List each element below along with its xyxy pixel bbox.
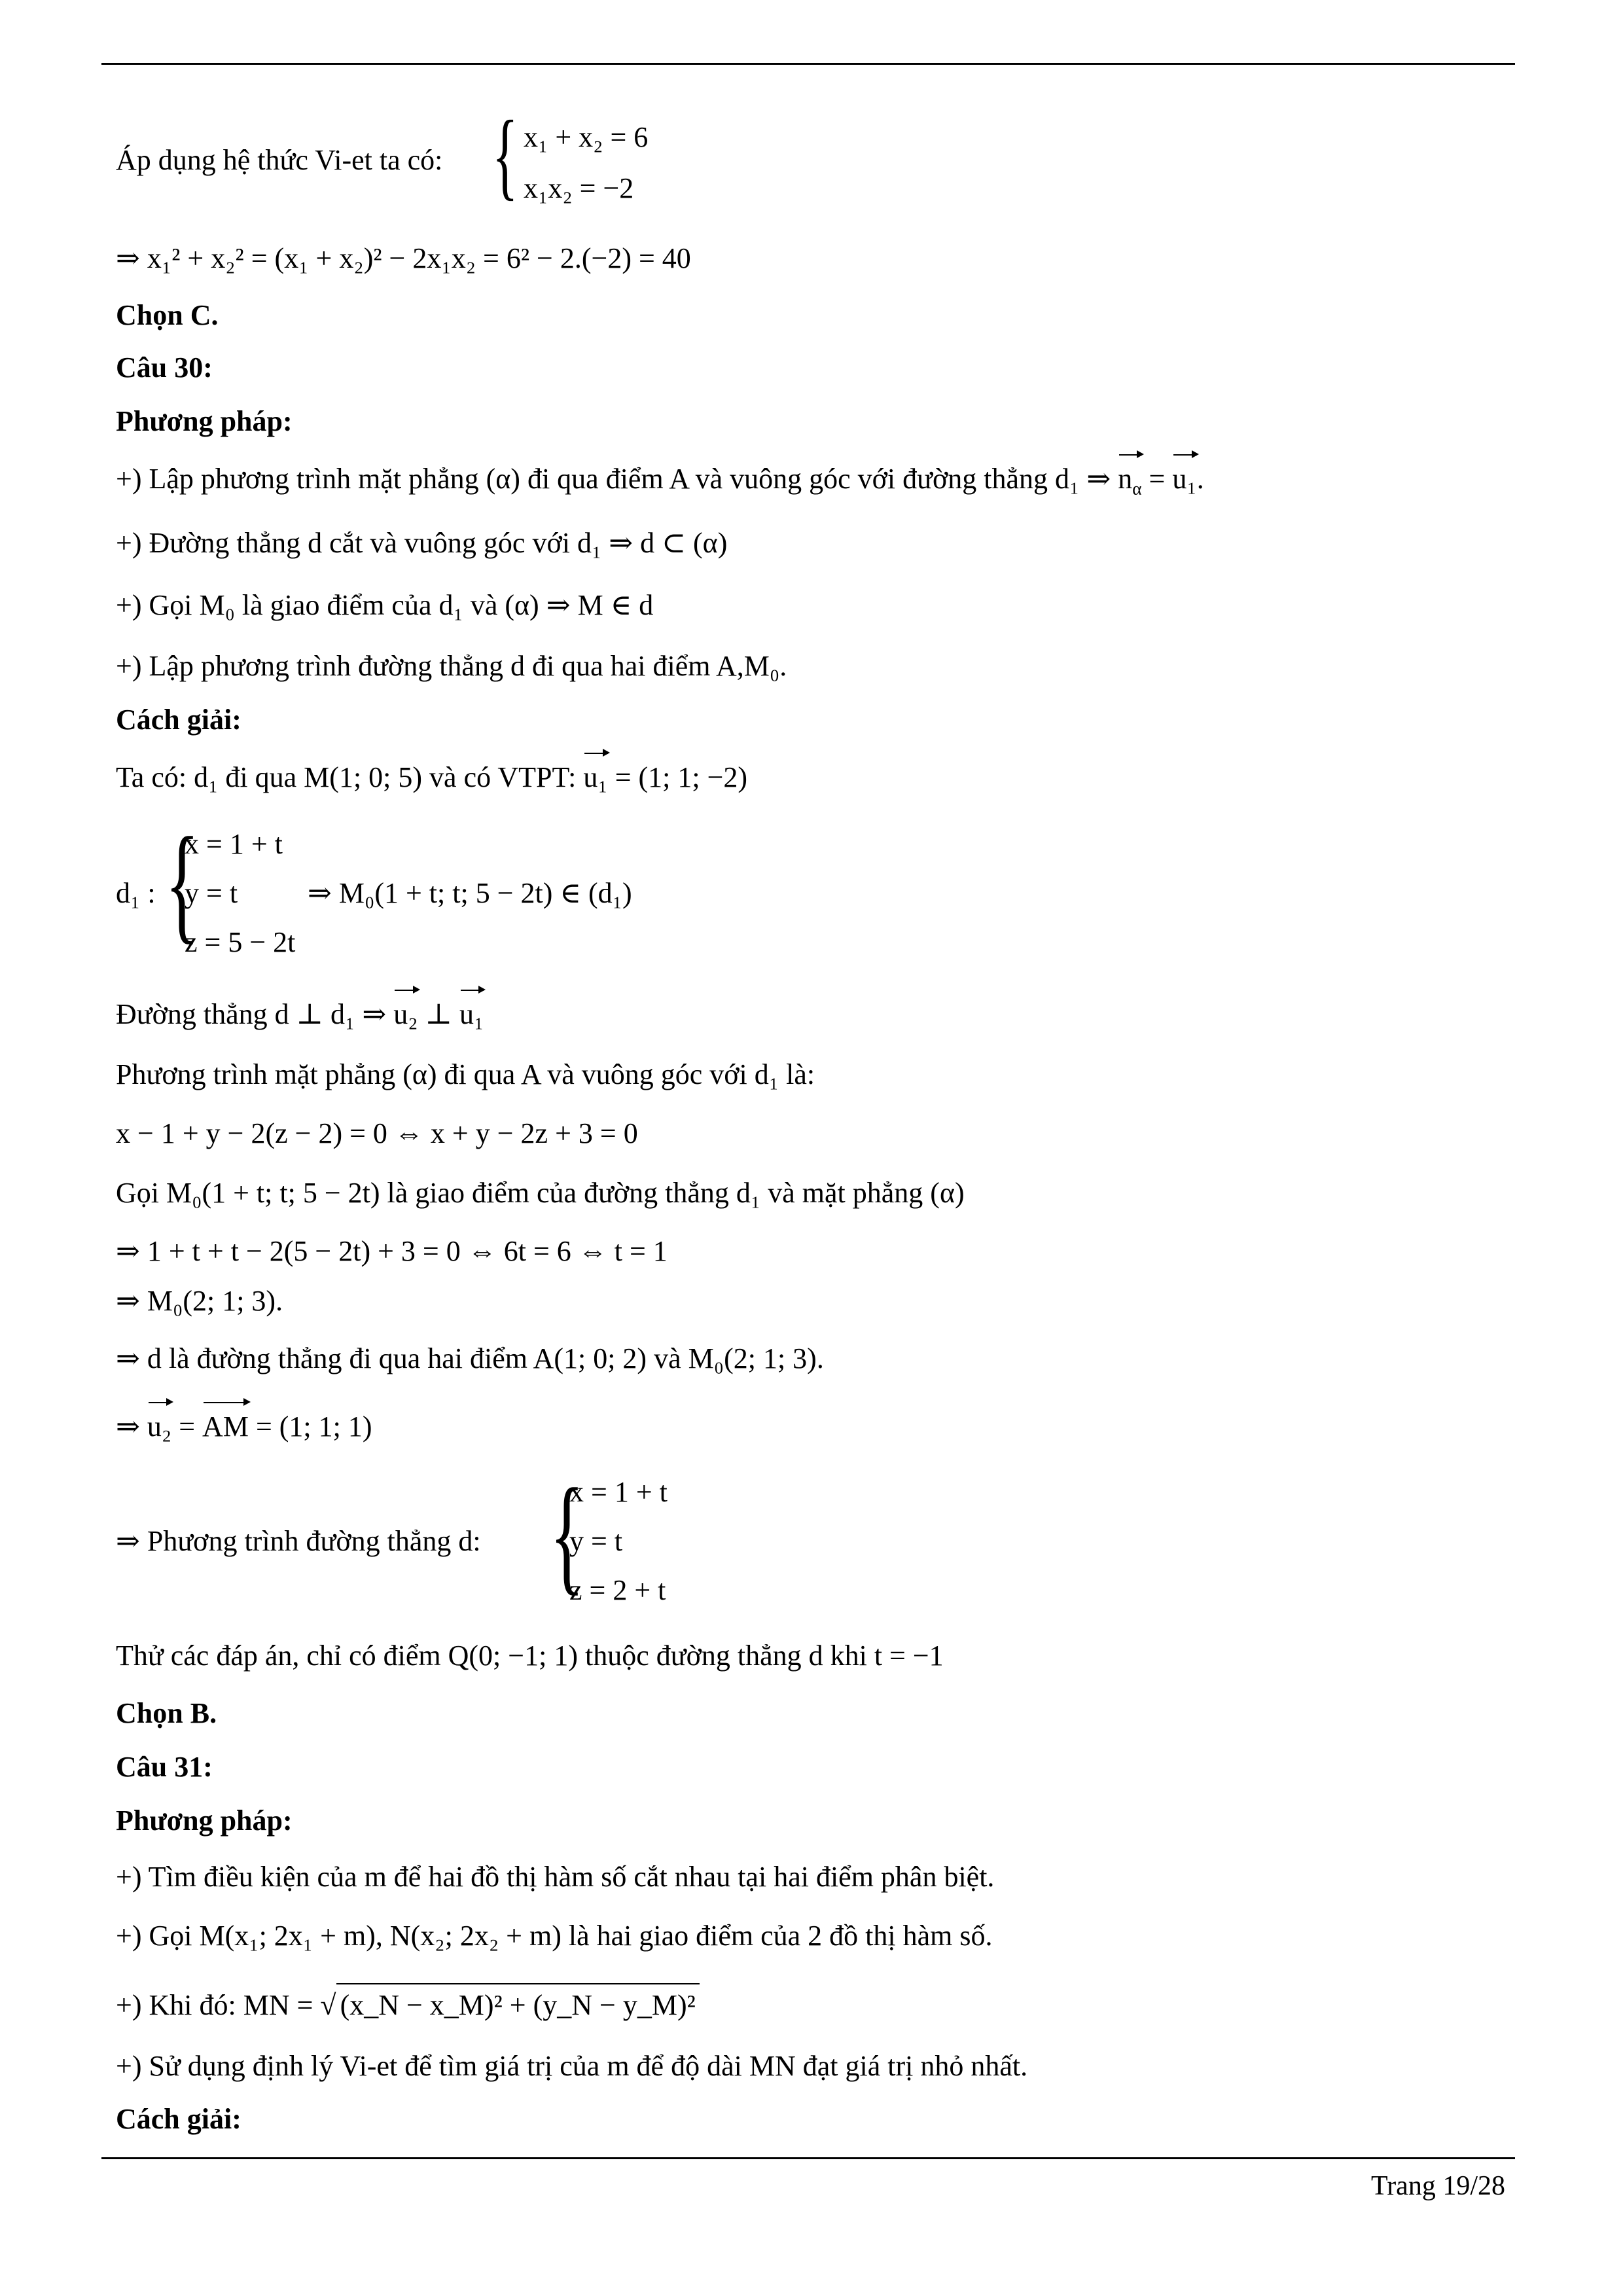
perpendicular-line (116, 995, 484, 1034)
method-31-heading: Phương pháp: (116, 1804, 293, 1837)
top-rule (101, 63, 1515, 65)
equals-symbol: = (179, 1410, 196, 1443)
sum-squares-line: ⇒ x₁² + x₂² = (x₁ + x₂)² − 2x₁x₂ = 6² − 2.(−2) = 40 (116, 242, 691, 274)
solution-30-given (116, 758, 747, 797)
line-d-eq-x: x = 1 + t (569, 1476, 668, 1508)
normal-vector-n (1118, 459, 1141, 499)
line-d1-point-m0: ⇒ M₀(1 + t; t; 5 − 2t) ∈ (d₁) (308, 877, 632, 909)
method-31-step-1: +) Tìm điều kiện của m để hai đồ thị hàm số cắt nhau tại hai điểm phân biệt. (116, 1861, 995, 1893)
method-31-step-3-text: +) Khi đó: MN = (116, 1989, 313, 2021)
method-30-step-1-eq: = (1149, 463, 1173, 495)
solution-31-heading: Cách giải: (116, 2103, 241, 2135)
check-answers: Thử các đáp án, chỉ có điểm Q(0; −1; 1) thuộc đường thẳng d khi t = −1 (116, 1640, 944, 1672)
sqrt-radicand: (x_N − x_M)² + (y_N − y_M)² (336, 1983, 700, 2025)
method-30-step-1-text: +) Lập phương trình mặt phẳng (α) đi qua điểm A và vuông góc với đường thẳng d₁ ⇒ (116, 463, 1111, 495)
method-30-step-3: +) Gọi M₀ là giao điểm của d₁ và (α) ⇒ M ∈ d (116, 589, 654, 621)
perpendicular-text: Đường thẳng d ⊥ d₁ ⇒ (116, 998, 387, 1030)
perpendicular-symbol: ⊥ (425, 998, 452, 1030)
solution-30-heading: Cách giải: (116, 704, 241, 736)
plane-equation-intro: Phương trình mặt phẳng (α) đi qua A và vuông góc với d₁ là: (116, 1058, 815, 1090)
vector-am: AM (202, 1407, 249, 1446)
question-30-heading: Câu 30: (116, 351, 213, 384)
answer-c: Chọn C. (116, 299, 219, 331)
solution-30-given-text: Ta có: d₁ đi qua M(1; 0; 5) và có VTPT: (116, 761, 577, 793)
vector-u1-value: = (1; 1; −2) (615, 761, 748, 793)
intersection-intro: Gọi M₀(1 + t; t; 5 − 2t) là giao điểm của đường thẳng d₁ và mặt phẳng (α) (116, 1177, 965, 1209)
plane-equation: x − 1 + y − 2(z − 2) = 0 ⇔ x + y − 2z + 3 = 0 (116, 1117, 638, 1149)
method-31-step-3 (116, 1983, 700, 2025)
viet-intro: Áp dụng hệ thức Vi-et ta có: (116, 144, 443, 176)
m0-result: ⇒ M₀(2; 1; 3). (116, 1285, 283, 1317)
method-30-step-1 (116, 459, 1204, 499)
viet-eq-product: x₁x₂ = −2 (524, 172, 634, 204)
normal-vector-n-label: n (1118, 463, 1133, 495)
line-d1-label: d₁ : (116, 877, 156, 909)
vector-u2: u₂ (393, 995, 418, 1034)
solve-t: ⇒ 1 + t + t − 2(5 − 2t) + 3 = 0 ⇔ 6t = 6 ⇔ t = 1 (116, 1235, 668, 1267)
line-d-eq-z: z = 2 + t (569, 1574, 666, 1606)
vector-am-value: = (1; 1; 1) (255, 1410, 372, 1443)
direction-vector-u1: u₁ (1172, 459, 1196, 499)
method-31-step-4: +) Sử dụng định lý Vi-et để tìm giá trị của m để độ dài MN đạt giá trị nhỏ nhất. (116, 2050, 1028, 2082)
vector-u1-perp: u₁ (459, 995, 484, 1034)
method-30-heading: Phương pháp: (116, 405, 293, 437)
line-d-equation-label: ⇒ Phương trình đường thẳng d: (116, 1525, 481, 1557)
line-d1-brace: { (165, 811, 200, 956)
line-d1-eq-y: y = t (185, 877, 238, 909)
method-31-step-2: +) Gọi M(x₁; 2x₁ + m), N(x₂; 2x₂ + m) là hai giao điểm của 2 đồ thị hàm số. (116, 1920, 993, 1952)
line-d1-eq-z: z = 5 − 2t (185, 926, 296, 958)
line-d-two-points: ⇒ d là đường thẳng đi qua hai điểm A(1; 0; 2) và M₀(2; 1; 3). (116, 1342, 824, 1374)
viet-eq-sum: x₁ + x₂ = 6 (524, 121, 649, 153)
page-number: Trang 19/28 (1371, 2171, 1505, 2201)
method-30-step-1-dot: . (1196, 463, 1204, 495)
vector-u1: u₁ (583, 758, 607, 797)
viet-brace: { (492, 101, 518, 209)
normal-vector-n-sub: α (1132, 478, 1142, 499)
method-30-step-4: +) Lập phương trình đường thẳng d đi qua hai điểm A,M₀. (116, 650, 787, 682)
line-d1-eq-x: x = 1 + t (185, 828, 283, 860)
line-d-eq-y: y = t (569, 1525, 623, 1557)
line-d-brace: { (550, 1462, 584, 1607)
question-31-heading: Câu 31: (116, 1751, 213, 1783)
u2-vector-line (116, 1407, 372, 1446)
sqrt-expression: √ (x_N − x_M)² + (y_N − y_M)² (320, 1983, 699, 2025)
vector-u2-result: u₂ (147, 1407, 171, 1446)
bottom-rule (101, 2157, 1515, 2159)
implies-symbol: ⇒ (116, 1410, 140, 1443)
answer-b: Chọn B. (116, 1697, 217, 1729)
method-30-step-2: +) Đường thẳng d cắt và vuông góc với d₁ ⇒ d ⊂ (α) (116, 527, 728, 559)
